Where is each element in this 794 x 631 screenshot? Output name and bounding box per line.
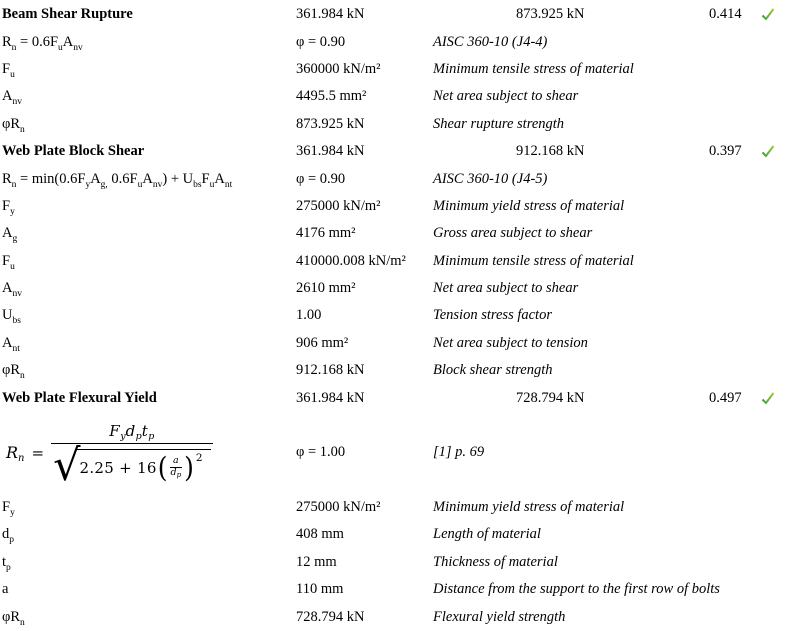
symbol: $F_u$ [2, 252, 15, 272]
description-cell: Gross area subject to shear [433, 225, 593, 242]
calc-row [0, 357, 794, 384]
subscript: n [20, 371, 25, 382]
description-cell: AISC 360-10 (J4-4) [433, 33, 548, 50]
inner-numerator: a [173, 455, 179, 467]
ratio-value: 0.414 [709, 6, 742, 23]
ratio-value: 0.397 [709, 143, 742, 160]
calc-row [0, 521, 794, 548]
value-cell: 410000.008 kN/m² [296, 252, 406, 269]
symbol-cell [0, 253, 296, 270]
inner-fraction [170, 456, 183, 479]
symbol-cell [0, 88, 296, 108]
math-lhs: Rn [6, 443, 25, 465]
symbol: $A_{nv}$ [2, 280, 22, 300]
symbol: $R_n = \min(0.6F_yA_{g,}$ $0.6F_uA_{nv}) + U_{bs}F_uA_{nt}$ [2, 170, 233, 190]
subscript: nv [152, 179, 163, 190]
calc-row [0, 494, 794, 521]
symbol-cell [0, 225, 296, 245]
check-icon [761, 145, 794, 158]
demand-value: 361.984 kN [296, 143, 365, 160]
value-cell: 4495.5 mm² [296, 88, 367, 105]
math-denominator [51, 440, 213, 491]
symbol: $\varphi R_n$ [2, 115, 25, 135]
symbol: $\varphi R_n$ [2, 362, 25, 382]
subscript: u [10, 69, 15, 80]
check-section [0, 138, 794, 385]
capacity-value: 728.794 kN [516, 389, 585, 406]
symbol-cell [0, 280, 296, 300]
calc-row [0, 275, 794, 302]
section-title: Web Plate Block Shear [2, 143, 145, 160]
subscript: n [20, 617, 25, 628]
subscript: u [209, 179, 215, 190]
description-cell: Net area subject to shear [433, 88, 579, 105]
description-cell: Net area subject to shear [433, 280, 579, 297]
value-cell: 906 mm² [296, 334, 349, 351]
subscript: p [9, 535, 14, 546]
symbol-cell [0, 34, 296, 51]
description-cell: Tension stress factor [433, 307, 552, 324]
symbol: $A_{nv}$ [2, 88, 22, 108]
value-cell: φ = 1.00 [296, 444, 346, 461]
description-cell: Length of material [433, 526, 541, 543]
subscript: g [12, 234, 18, 245]
calc-row [0, 248, 794, 275]
radicand-prefix: 2.25 + 16 [79, 458, 157, 477]
check-section [0, 384, 794, 630]
subscript: y [10, 508, 15, 519]
subscript: nv [73, 42, 83, 53]
symbol: $F_y$ [2, 197, 15, 217]
value-cell: 2610 mm² [296, 280, 356, 297]
subscript: n [20, 124, 25, 135]
subscript: nt [12, 343, 20, 354]
value-cell: 4176 mm² [296, 225, 356, 242]
calc-row [0, 83, 794, 110]
symbol-cell [0, 421, 296, 491]
symbol-cell [0, 554, 296, 571]
symbol: $R_n = 0.6F_uA_{nv}$ [2, 33, 83, 53]
value-cell: φ = 0.90 [296, 170, 346, 187]
symbol-cell [0, 171, 296, 188]
calc-row [0, 330, 794, 357]
description-cell: Thickness of material [433, 553, 558, 570]
demand-value: 361.984 kN [296, 389, 365, 406]
value-cell: 275000 kN/m² [296, 197, 381, 214]
calc-row [0, 302, 794, 329]
subscript: u [10, 261, 15, 272]
symbol-cell [0, 499, 296, 519]
subscript: p [6, 562, 11, 573]
symbol-cell [0, 116, 296, 133]
calc-row [0, 220, 794, 247]
subscript: n [11, 42, 17, 53]
calc-row [0, 56, 794, 83]
radical-expression [53, 440, 211, 491]
radical-sign: √ [53, 440, 81, 491]
subscript: n [11, 179, 17, 190]
radicand [76, 449, 210, 483]
symbol: $t_p$ [2, 553, 11, 573]
symbol-cell [0, 609, 296, 626]
equals-sign: = [31, 443, 45, 462]
subscript: g, [100, 179, 108, 190]
paren-close: ) [184, 451, 194, 485]
ratio-value: 0.497 [709, 389, 742, 406]
subscript: u [58, 42, 63, 53]
symbol: $U_{bs}$ [2, 307, 21, 327]
capacity-value: 873.925 kN [516, 6, 585, 23]
calc-row [0, 111, 794, 138]
calc-row [0, 603, 794, 630]
subscript: bs [12, 316, 21, 327]
subscript: u [137, 179, 143, 190]
symbol: a [2, 581, 9, 598]
symbol: $A_{nt}$ [2, 334, 20, 354]
calc-row [0, 28, 794, 55]
symbol: $F_u$ [2, 60, 15, 80]
check-icon [761, 8, 794, 21]
subscript: nt [224, 179, 233, 190]
formula-math [2, 421, 296, 491]
subscript: nv [12, 97, 22, 108]
subscript: y [85, 179, 91, 190]
symbol-cell [0, 362, 296, 382]
subscript: y [120, 430, 126, 442]
description-cell: Flexural yield strength [433, 608, 566, 625]
description-cell: AISC 360-10 (J4-5) [433, 170, 548, 187]
section-header-row [0, 138, 794, 165]
formula-row [0, 412, 794, 494]
subscript: nv [12, 289, 22, 300]
check-icon [761, 392, 794, 405]
calc-row [0, 193, 794, 220]
calc-row [0, 576, 794, 603]
symbol-cell [0, 581, 296, 598]
calc-row [0, 549, 794, 576]
inner-denominator: $d_p$ [170, 467, 182, 480]
symbol: $\varphi R_n$ [2, 608, 25, 628]
description-cell: Distance from the support to the first row of bolts [433, 581, 720, 598]
description-cell: Minimum tensile stress of material [433, 60, 634, 77]
description-cell: Minimum tensile stress of material [433, 252, 634, 269]
subscript: bs [193, 179, 202, 190]
symbol: $d_p$ [2, 526, 14, 546]
value-cell: 728.794 kN [296, 608, 365, 625]
section-title: Web Plate Flexural Yield [2, 389, 157, 406]
value-cell: 110 mm [296, 581, 344, 598]
description-cell: Net area subject to tension [433, 334, 588, 351]
math-fraction [51, 421, 213, 491]
paren-open: ( [157, 451, 168, 485]
value-cell: 912.168 kN [296, 362, 365, 379]
symbol: $F_y$ [2, 499, 15, 519]
symbol-cell [0, 526, 296, 546]
description-cell: Shear rupture strength [433, 115, 565, 132]
subscript: y [10, 206, 15, 217]
value-cell: 275000 kN/m² [296, 499, 381, 516]
subscript: n [18, 453, 25, 465]
symbol: $A_g$ [2, 225, 18, 245]
description-cell: [1] p. 69 [433, 444, 485, 461]
symbol-cell [0, 307, 296, 327]
capacity-value: 912.168 kN [516, 143, 585, 160]
value-cell: φ = 0.90 [296, 33, 346, 50]
demand-value: 361.984 kN [296, 6, 365, 23]
subscript: p [176, 471, 182, 480]
section-header-row [0, 1, 794, 28]
subscript: p [135, 430, 142, 442]
description-cell: Block shear strength [433, 362, 553, 379]
value-cell: 12 mm [296, 553, 337, 570]
value-cell: 873.925 kN [296, 115, 365, 132]
check-section [0, 1, 794, 138]
value-cell: 408 mm [296, 526, 344, 543]
symbol-cell [0, 335, 296, 352]
description-cell: Minimum yield stress of material [433, 197, 625, 214]
symbol-cell [0, 198, 296, 215]
calc-row [0, 165, 794, 192]
math-numerator: $F_yd_pt_p$ [109, 421, 155, 442]
description-cell: Minimum yield stress of material [433, 499, 625, 516]
section-title: Beam Shear Rupture [2, 6, 133, 23]
section-header-row [0, 384, 794, 411]
value-cell: 1.00 [296, 307, 322, 324]
math-exponent: 2 [195, 451, 203, 464]
value-cell: 360000 kN/m² [296, 60, 381, 77]
subscript: p [148, 430, 155, 442]
symbol-cell [0, 61, 296, 78]
